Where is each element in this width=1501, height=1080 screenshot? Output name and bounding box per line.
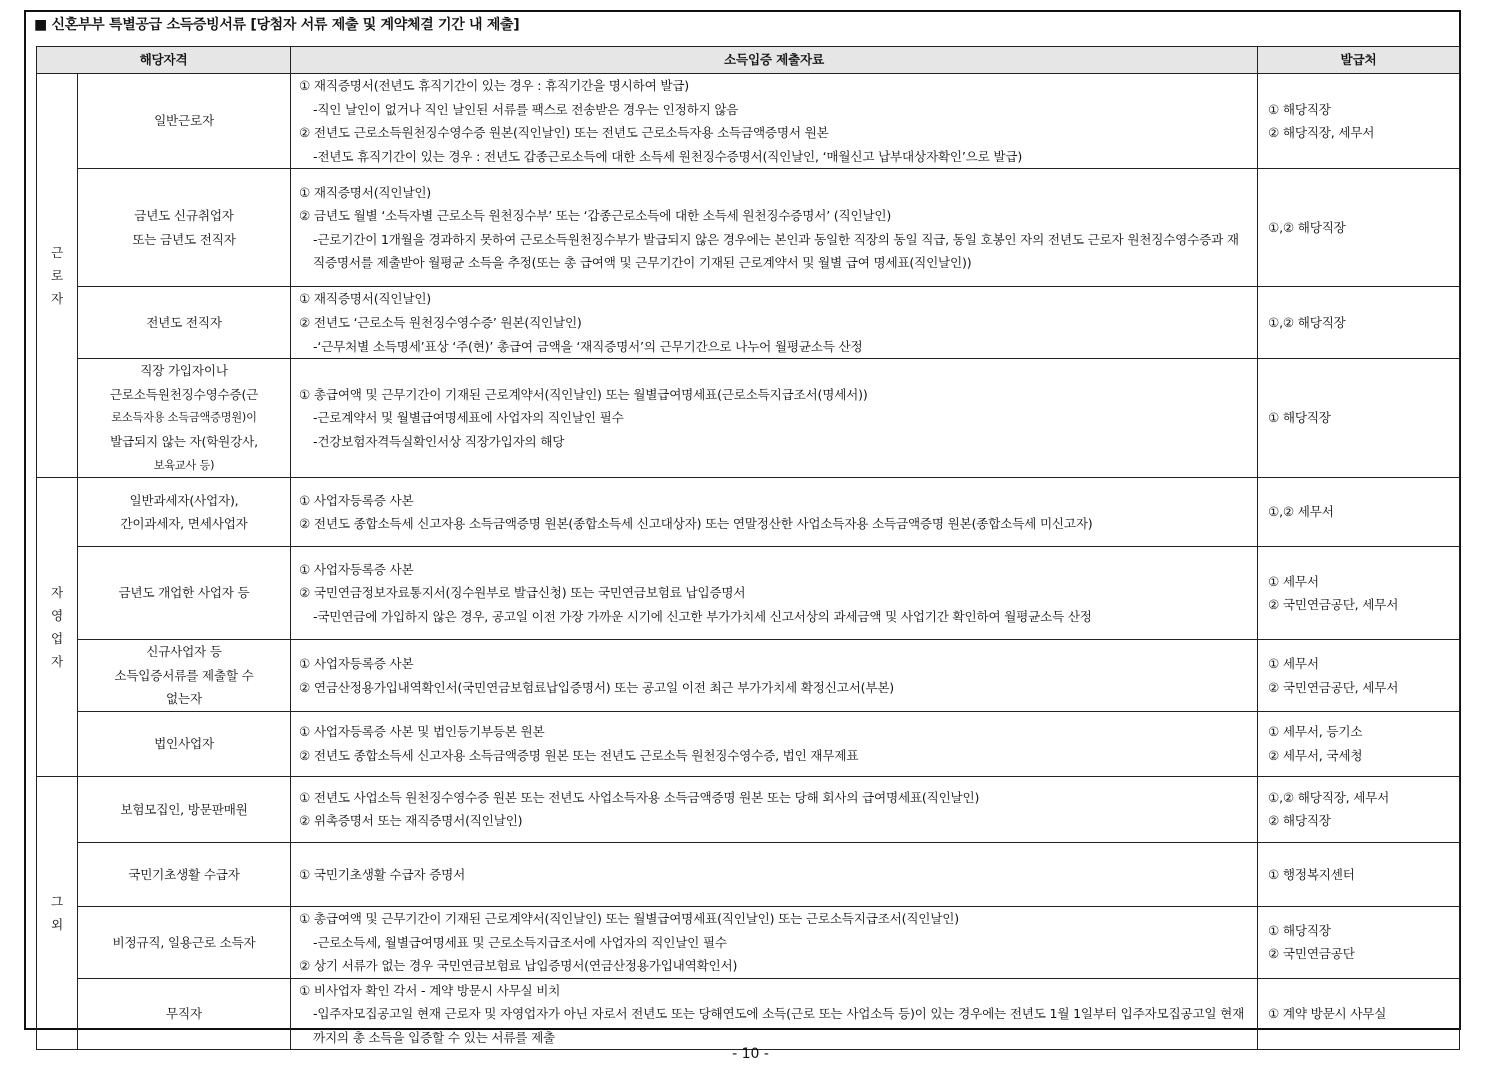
section-title: ■ 신혼부부 특별공급 소득증빙서류 [당첨자 서류 제출 및 계약체결 기간 내 제출] xyxy=(34,17,520,33)
table-row xyxy=(37,287,1460,359)
issuer-cell: ①,② 세무서 xyxy=(1258,478,1460,547)
issuer-cell: ① 세무서 ② 국민연금공단, 세무서 xyxy=(1258,640,1460,712)
table-row xyxy=(37,547,1460,640)
qualification-cell: 일반과세자(사업자), 간이과세자, 면세사업자 xyxy=(78,478,291,547)
table-row xyxy=(37,978,1460,1050)
category-self-employed: 자 영 업 자 xyxy=(37,478,78,777)
table-row xyxy=(37,906,1460,978)
documents-cell: ① 전년도 사업소득 원천징수영수증 원본 또는 전년도 사업소득자용 소득금액증명 원본 또는 당해 회사의 급여명세표(직인날인) ② 위촉증명서 또는 재직증명서(직인날인) xyxy=(291,776,1258,842)
header-documents: 소득입증 제출자료 xyxy=(291,47,1258,74)
page-number: - 10 - xyxy=(732,1046,769,1062)
documents-cell: ① 사업자등록증 사본 ② 국민연금정보자료통지서(징수원부로 발급신청) 또는 국민연금보험료 납입증명서 -국민연금에 가입하지 않은 경우, 공고일 이전 가장 가까운 시기에 신고한 부가가치세 신고서상의 과세금액 및 사업기간 확인하여 월평균소득 산정 xyxy=(291,547,1258,640)
table-row xyxy=(37,842,1460,906)
header-issuer: 발급처 xyxy=(1258,47,1460,74)
documents-cell: ① 사업자등록증 사본 ② 연금산정용가입내역확인서(국민연금보험료납입증명서) 또는 공고일 이전 최근 부가가치세 확정신고서(부본) xyxy=(291,640,1258,712)
issuer-cell: ① 계약 방문시 사무실 xyxy=(1258,978,1460,1050)
documents-cell: ① 총급여액 및 근무기간이 기재된 근로계약서(직인날인) 또는 월별급여명세표(직인날인) 또는 근로소득지급조서(직인날인) -근로소득세, 월별급여명세표 및 근로소득지급조서에 사업자의 직인날인 필수 ② 상기 서류가 없는 경우 국민연금보험료 납입증명서(연금산정용가입내역확인서) xyxy=(291,906,1258,978)
issuer-cell: ① 세무서 ② 국민연금공단, 세무서 xyxy=(1258,547,1460,640)
header-row xyxy=(37,47,1460,74)
header-qualification: 해당자격 xyxy=(37,47,291,74)
qualification-cell: 무직자 xyxy=(78,978,291,1050)
documents-cell: ① 재직증명서(직인날인) ② 금년도 월별 ‘소득자별 근로소득 원천징수부’ 또는 ‘갑종근로소득에 대한 소득세 원천징수증명서’ (직인날인) -근로기간이 1개월을 경과하지 못하여 근로소득원천징수부가 발급되지 않은 경우에는 본인과 동일한 직장의 동일 직급, 동일 호봉인 자의 전년도 근로자 원천징수영수증과 재직증명서를 제출받아 월평균 소득을 추정(또는 총 급여액 및 근무기간이 기재된 근로계약서 및 월별 급여 명세표(직인날인)) xyxy=(291,169,1258,287)
documents-cell: ① 비사업자 확인 각서 - 계약 방문시 사무실 비치 -입주자모집공고일 현재 근로자 및 자영업자가 아닌 자로서 전년도 또는 당해연도에 소득(근로 또는 사업소득 등)이 있는 경우에는 전년도 1월 1일부터 입주자모집공고일 현재까지의 총 소득을 입증할 수 있는 서류를 제출 xyxy=(291,978,1258,1050)
qualification-cell: 직장 가입자이나 근로소득원천징수영수증(근 로소득자용 소득금액증명원)이 발급되지 않는 자(학원강사, 보육교사 등) xyxy=(78,359,291,478)
qualification-cell: 금년도 신규취업자 또는 금년도 전직자 xyxy=(78,169,291,287)
documents-cell: ① 총급여액 및 근무기간이 기재된 근로계약서(직인날인) 또는 월별급여명세표(근로소득지급조서(명세서)) -근로계약서 및 월별급여명세표에 사업자의 직인날인 필수 -건강보험자격득실확인서상 직장가입자의 해당 xyxy=(291,359,1258,478)
documents-cell: ① 사업자등록증 사본 ② 전년도 종합소득세 신고자용 소득금액증명 원본(종합소득세 신고대상자) 또는 연말정산한 사업소득자용 소득금액증명 원본(종합소득세 미신고자) xyxy=(291,478,1258,547)
category-other: 그 외 xyxy=(37,776,78,1050)
issuer-cell: ① 해당직장 xyxy=(1258,359,1460,478)
issuer-cell: ① 해당직장 ② 해당직장, 세무서 xyxy=(1258,74,1460,169)
documents-cell: ① 재직증명서(직인날인) ② 전년도 ‘근로소득 원천징수영수증’ 원본(직인날인) -‘근무처별 소득명세’표상 ‘주(현)’ 총급여 금액을 ‘재직증명서’의 근무기간으로 나누어 월평균소득 산정 xyxy=(291,287,1258,359)
issuer-cell: ① 행정복지센터 xyxy=(1258,842,1460,906)
qualification-cell: 법인사업자 xyxy=(78,711,291,776)
income-proof-table xyxy=(36,46,1460,1050)
issuer-cell: ①,② 해당직장, 세무서 ② 해당직장 xyxy=(1258,776,1460,842)
table-row xyxy=(37,359,1460,478)
table-row xyxy=(37,711,1460,776)
table-row xyxy=(37,478,1460,547)
issuer-cell: ①,② 해당직장 xyxy=(1258,169,1460,287)
qualification-cell: 금년도 개업한 사업자 등 xyxy=(78,547,291,640)
documents-cell: ① 재직증명서(전년도 휴직기간이 있는 경우 : 휴직기간을 명시하여 발급) -직인 날인이 없거나 직인 날인된 서류를 팩스로 전송받은 경우는 인정하지 않음 ② 전년도 근로소득원천징수영수증 원본(직인날인) 또는 전년도 근로소득자용 소득금액증명서 원본 -전년도 휴직기간이 있는 경우 : 전년도 갑종근로소득에 대한 소득세 원천징수증명서(직인날인, ‘매월신고 납부대상자확인’으로 발급) xyxy=(291,74,1258,169)
table-row xyxy=(37,74,1460,169)
qualification-cell: 보험모집인, 방문판매원 xyxy=(78,776,291,842)
issuer-cell: ① 세무서, 등기소 ② 세무서, 국세청 xyxy=(1258,711,1460,776)
qualification-cell: 전년도 전직자 xyxy=(78,287,291,359)
table-row xyxy=(37,640,1460,712)
qualification-cell: 비정규직, 일용근로 소득자 xyxy=(78,906,291,978)
issuer-cell: ① 해당직장 ② 국민연금공단 xyxy=(1258,906,1460,978)
table-row xyxy=(37,776,1460,842)
category-worker: 근 로 자 xyxy=(37,74,78,478)
documents-cell: ① 국민기초생활 수급자 증명서 xyxy=(291,842,1258,906)
qualification-cell: 국민기초생활 수급자 xyxy=(78,842,291,906)
qualification-cell: 신규사업자 등 소득입증서류를 제출할 수 없는자 xyxy=(78,640,291,712)
documents-cell: ① 사업자등록증 사본 및 법인등기부등본 원본 ② 전년도 종합소득세 신고자용 소득금액증명 원본 또는 전년도 근로소득 원천징수영수증, 법인 재무제표 xyxy=(291,711,1258,776)
qualification-cell: 일반근로자 xyxy=(78,74,291,169)
document-frame xyxy=(24,10,1461,1045)
table-row xyxy=(37,169,1460,287)
issuer-cell: ①,② 해당직장 xyxy=(1258,287,1460,359)
